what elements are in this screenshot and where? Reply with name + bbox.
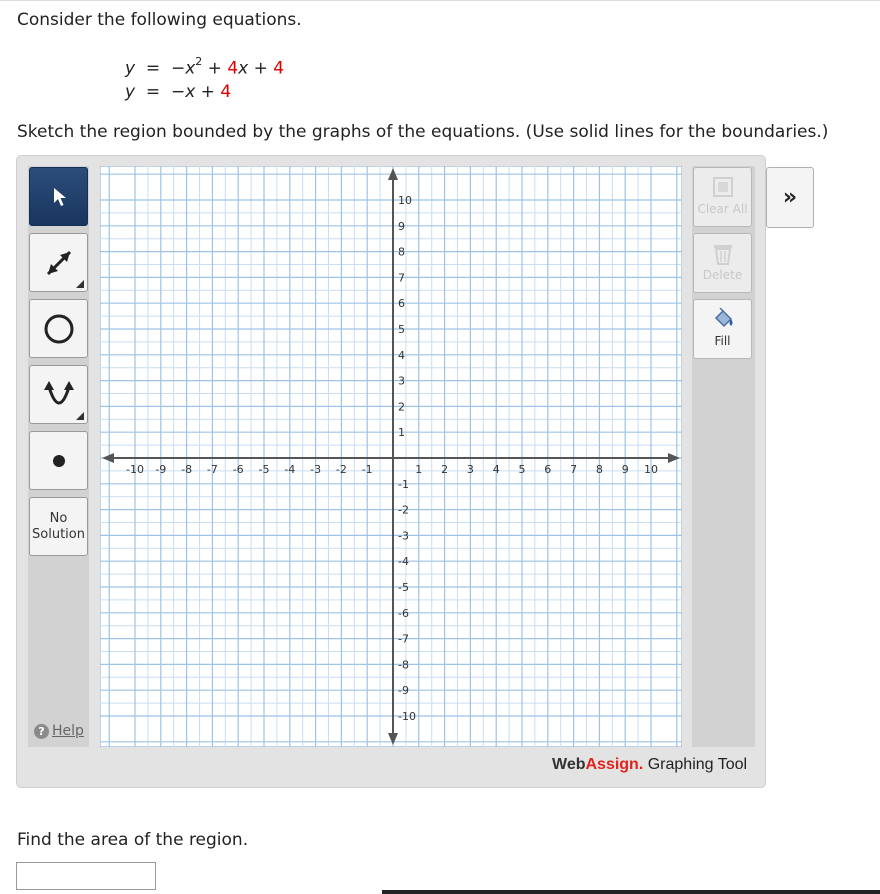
y-tick-label: 7 <box>398 271 405 285</box>
trash-icon <box>712 242 734 266</box>
fill-label: Fill <box>714 334 731 348</box>
y-tick-label: 6 <box>398 297 405 311</box>
graph-background <box>100 166 682 747</box>
submenu-indicator <box>76 412 84 420</box>
y-tick-label: -9 <box>398 684 409 698</box>
line-tool-button[interactable] <box>29 233 88 292</box>
y-tick-label: 10 <box>398 194 412 207</box>
x-tick-label: 5 <box>518 463 526 476</box>
x-tick-label: -1 <box>361 463 373 476</box>
area-answer-input[interactable] <box>16 862 156 890</box>
y-tick-label: 1 <box>398 426 405 440</box>
y-tick-label: 8 <box>398 245 405 259</box>
equation-1: $y = -x^2 + 4x + 4$ <box>125 55 285 79</box>
line-segment-icon <box>39 243 79 283</box>
paint-bucket-icon <box>711 308 735 332</box>
pointer-arrow-icon <box>49 186 69 208</box>
question-prompt: Sketch the region bounded by the graphs of the equations. (Use solid lines for the boundaries.) <box>17 122 829 142</box>
point-tool-button[interactable] <box>29 431 88 490</box>
x-tick-label: -6 <box>232 463 244 476</box>
y-tick-label: -1 <box>398 477 409 491</box>
y-tick-label: -4 <box>398 555 409 569</box>
y-tick-label: 9 <box>398 219 405 233</box>
y-tick-label: 3 <box>398 374 405 388</box>
y-tick-label: -8 <box>398 658 409 672</box>
y-tick-label: 5 <box>398 323 405 336</box>
equation-2: y = −x + 4 <box>125 82 232 102</box>
delete-label: Delete <box>702 268 743 282</box>
circle-icon <box>41 311 77 347</box>
expand-panel-button[interactable]: » <box>766 167 814 228</box>
x-tick-label: 9 <box>621 463 629 476</box>
y-tick-label: -10 <box>398 710 416 723</box>
x-tick-label: -9 <box>155 463 167 476</box>
x-tick-label: 10 <box>644 463 658 476</box>
x-tick-label: -5 <box>258 463 270 476</box>
pointer-tool-button[interactable] <box>29 167 88 226</box>
bottom-divider <box>382 890 880 894</box>
question-intro: Consider the following equations. <box>17 10 302 30</box>
help-link[interactable] <box>34 723 84 739</box>
point-dot-icon <box>49 451 69 471</box>
y-tick-label: -2 <box>398 503 409 517</box>
submenu-indicator <box>76 280 84 288</box>
no-solution-label-line2: Solution <box>32 526 85 542</box>
top-divider <box>0 0 880 1</box>
y-tick-label: -3 <box>398 529 409 543</box>
no-solution-button[interactable] <box>29 497 88 556</box>
fill-button[interactable] <box>693 299 752 359</box>
x-tick-label: 7 <box>570 463 578 476</box>
x-tick-label: -8 <box>181 463 193 476</box>
x-tick-label: 1 <box>415 463 423 476</box>
x-tick-label: 2 <box>441 463 449 476</box>
x-tick-label: -4 <box>284 463 296 476</box>
y-tick-label: -5 <box>398 581 409 594</box>
x-tick-label: -3 <box>310 463 322 476</box>
help-label: Help <box>52 723 84 739</box>
circle-tool-button[interactable] <box>29 299 88 358</box>
delete-button[interactable] <box>693 233 752 293</box>
webassign-brand: WebAssign. Graphing Tool <box>552 756 748 773</box>
x-tick-label: 8 <box>595 463 603 476</box>
no-solution-label-line1: No <box>49 510 68 526</box>
y-tick-label: 4 <box>398 348 405 362</box>
y-tick-label: 2 <box>398 400 405 414</box>
y-tick-label: -6 <box>398 606 409 620</box>
x-tick-label: 3 <box>466 463 474 476</box>
parabola-tool-button[interactable] <box>29 365 88 424</box>
graph-canvas[interactable] <box>100 166 682 747</box>
help-question-icon: ? <box>34 724 49 739</box>
x-tick-label: -2 <box>335 463 347 476</box>
clear-all-label: Clear All <box>697 202 748 216</box>
x-tick-label: 4 <box>492 463 500 476</box>
x-tick-label: -10 <box>126 463 144 476</box>
area-question: Find the area of the region. <box>17 830 249 850</box>
clear-all-icon <box>712 176 734 198</box>
y-tick-label: -7 <box>398 632 409 646</box>
clear-all-button[interactable] <box>693 167 752 227</box>
x-tick-label: -7 <box>206 463 218 476</box>
x-tick-label: 6 <box>544 463 552 476</box>
parabola-icon <box>39 375 79 415</box>
